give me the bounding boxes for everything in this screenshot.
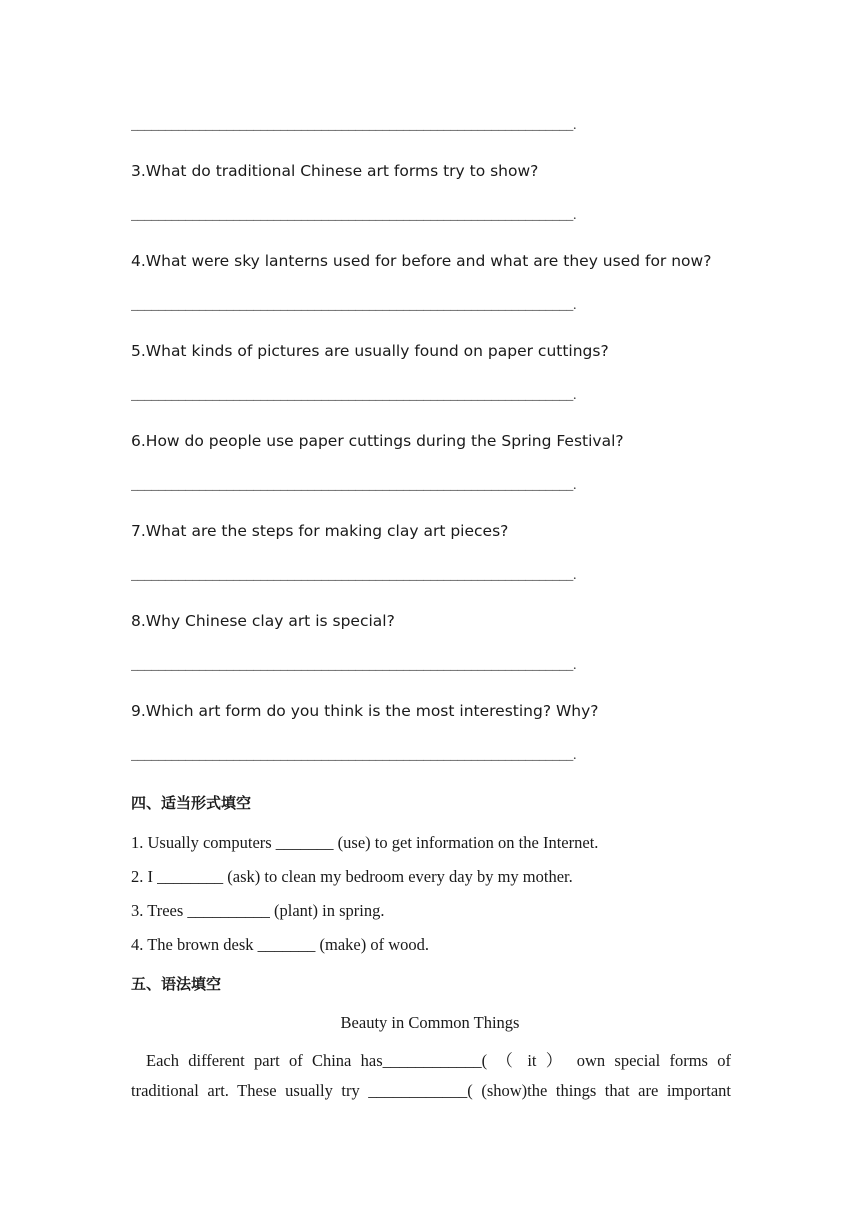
answer-line-4: _________________________________________________________________. <box>131 298 577 313</box>
passage-line-1: Each different part of China has____________( （ it ） own special forms of <box>146 1051 731 1070</box>
question-6: 6.How do people use paper cuttings during the Spring Festival? <box>131 432 624 450</box>
fill-item-4: 4. The brown desk _______ (make) of wood. <box>131 935 430 954</box>
question-3: 3.What do traditional Chinese art forms try to show? <box>131 162 539 180</box>
passage-line-2: traditional art. These usually try ____________( (show)the things that are important <box>131 1081 731 1100</box>
question-9: 9.Which art form do you think is the most interesting? Why? <box>131 702 599 720</box>
answer-line-2: _________________________________________________________________. <box>131 118 577 133</box>
answer-line-5: _________________________________________________________________. <box>131 388 577 403</box>
fill-item-3: 3. Trees __________ (plant) in spring. <box>131 901 385 920</box>
answer-line-8: _________________________________________________________________. <box>131 658 577 673</box>
question-4: 4.What were sky lanterns used for before and what are they used for now? <box>131 252 712 270</box>
answer-line-6: _________________________________________________________________. <box>131 478 577 493</box>
fill-item-1: 1. Usually computers _______ (use) to get information on the Internet. <box>131 833 599 852</box>
question-8: 8.Why Chinese clay art is special? <box>131 612 395 630</box>
section-5-heading: 五、语法填空 <box>131 975 222 993</box>
answer-line-7: _________________________________________________________________. <box>131 568 577 583</box>
question-7: 7.What are the steps for making clay art pieces? <box>131 522 509 540</box>
passage-title: Beauty in Common Things <box>340 1013 520 1032</box>
answer-line-3: _________________________________________________________________. <box>131 208 577 223</box>
answer-line-9: _________________________________________________________________. <box>131 748 577 763</box>
section-4-heading: 四、适当形式填空 <box>131 794 252 812</box>
fill-item-2: 2. I ________ (ask) to clean my bedroom every day by my mother. <box>131 867 573 886</box>
question-5: 5.What kinds of pictures are usually found on paper cuttings? <box>131 342 609 360</box>
